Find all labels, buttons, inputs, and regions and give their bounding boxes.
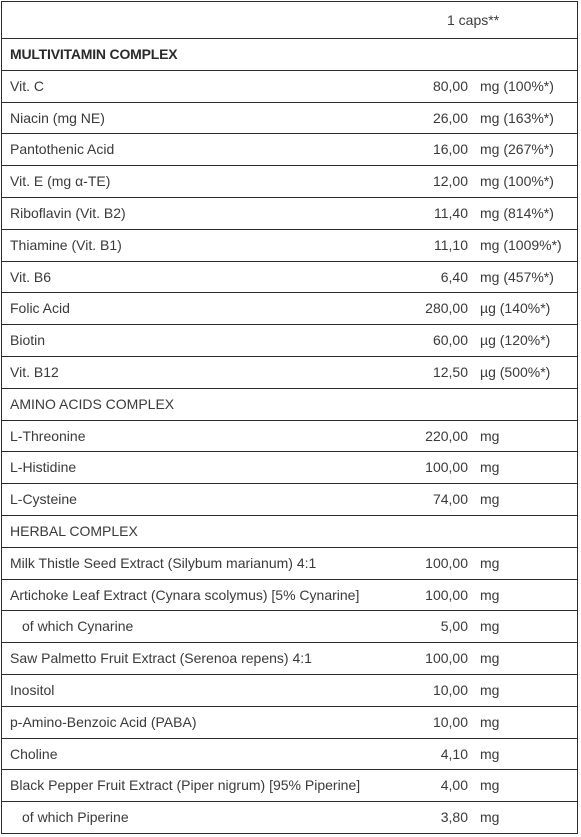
ingredient-amount: 5,00 xyxy=(440,618,468,635)
ingredient-amount: 6,40 xyxy=(440,268,468,285)
table-row xyxy=(2,133,577,165)
ingredient-amount: 26,00 xyxy=(432,109,468,126)
ingredient-amount: 100,00 xyxy=(425,586,468,603)
ingredient-unit: mg (163%*) xyxy=(480,109,554,126)
table-header-row xyxy=(2,2,577,38)
table-row xyxy=(2,420,577,452)
section-row-herbal xyxy=(2,515,577,547)
ingredient-amount: 80,00 xyxy=(432,77,468,94)
nutrition-table xyxy=(1,1,578,834)
ingredient-name: Black Pepper Fruit Extract (Piper nigrum) [95% Piperine] xyxy=(10,777,361,794)
table-row xyxy=(2,769,577,801)
ingredient-name: p-Amino-Benzoic Acid (PABA) xyxy=(10,713,197,730)
section-title: HERBAL COMPLEX xyxy=(10,522,138,539)
ingredient-amount: 4,00 xyxy=(440,777,468,794)
table-row xyxy=(2,483,577,515)
ingredient-unit: mg xyxy=(480,554,500,571)
ingredient-name: Pantothenic Acid xyxy=(10,141,115,158)
ingredient-amount: 10,00 xyxy=(432,681,468,698)
ingredient-name: Niacin (mg NE) xyxy=(10,109,105,126)
serving-size-label: 1 caps** xyxy=(447,12,500,28)
ingredient-name: Vit. B6 xyxy=(10,268,51,285)
ingredient-name: Vit. C xyxy=(10,77,44,94)
ingredient-name: of which Piperine xyxy=(22,809,129,826)
ingredient-name: L-Threonine xyxy=(10,427,86,444)
ingredient-unit: mg xyxy=(480,713,500,730)
table-row xyxy=(2,102,577,134)
table-row xyxy=(2,70,577,102)
ingredient-name: Saw Palmetto Fruit Extract (Serenoa repens) 4:1 xyxy=(10,650,312,667)
ingredient-name: of which Cynarine xyxy=(22,618,134,635)
table-row xyxy=(2,801,577,833)
ingredient-unit: mg xyxy=(480,586,500,603)
ingredient-unit: mg xyxy=(480,427,500,444)
ingredient-name: Biotin xyxy=(10,332,46,349)
table-row xyxy=(2,356,577,388)
ingredient-amount: 100,00 xyxy=(425,459,468,476)
ingredient-amount: 11,40 xyxy=(434,204,468,221)
ingredient-unit: µg (500%*) xyxy=(480,363,551,380)
ingredient-amount: 280,00 xyxy=(425,300,468,317)
ingredient-unit: mg (100%*) xyxy=(480,173,554,190)
ingredient-unit: mg xyxy=(480,809,500,826)
ingredient-unit: µg (140%*) xyxy=(480,300,551,317)
table-row xyxy=(2,738,577,770)
ingredient-name: Inositol xyxy=(10,681,55,698)
ingredient-name: L-Histidine xyxy=(10,459,77,476)
table-row xyxy=(2,674,577,706)
table-row xyxy=(2,642,577,674)
ingredient-name: Milk Thistle Seed Extract (Silybum marianum) 4:1 xyxy=(10,554,317,571)
ingredient-amount: 3,80 xyxy=(440,809,468,826)
ingredient-amount: 12,50 xyxy=(432,363,468,380)
ingredient-amount: 4,10 xyxy=(440,745,468,762)
ingredient-unit: mg (457%*) xyxy=(480,268,554,285)
table-row xyxy=(2,229,577,261)
ingredient-name: Vit. E (mg α-TE) xyxy=(10,173,111,190)
table-row xyxy=(2,706,577,738)
ingredient-amount: 220,00 xyxy=(425,427,468,444)
table-row xyxy=(2,579,577,611)
section-title: MULTIVITAMIN COMPLEX xyxy=(10,46,178,62)
ingredient-unit: mg xyxy=(480,650,500,667)
ingredient-name: Thiamine (Vit. B1) xyxy=(10,236,122,253)
ingredient-name: Choline xyxy=(10,745,58,762)
ingredient-amount: 74,00 xyxy=(432,491,468,508)
ingredient-amount: 12,00 xyxy=(432,173,468,190)
table-row xyxy=(2,261,577,293)
table-row xyxy=(2,324,577,356)
ingredient-unit: mg (814%*) xyxy=(480,204,554,221)
table-row xyxy=(2,197,577,229)
table-row xyxy=(2,451,577,483)
ingredient-amount: 100,00 xyxy=(425,650,468,667)
table-row xyxy=(2,547,577,579)
ingredient-unit: mg (1009%*) xyxy=(480,236,562,253)
table-row xyxy=(2,165,577,197)
ingredient-unit: mg (267%*) xyxy=(480,141,554,158)
ingredient-unit: mg xyxy=(480,777,500,794)
ingredient-amount: 100,00 xyxy=(425,554,468,571)
table-row xyxy=(2,610,577,642)
table-row xyxy=(2,292,577,324)
ingredient-name: Folic Acid xyxy=(10,300,70,317)
ingredient-unit: mg xyxy=(480,681,500,698)
ingredient-amount: 10,00 xyxy=(432,713,468,730)
ingredient-unit: mg xyxy=(480,459,500,476)
ingredient-unit: mg xyxy=(480,745,500,762)
ingredient-unit: mg (100%*) xyxy=(480,77,554,94)
ingredient-name: Riboflavin (Vit. B2) xyxy=(10,204,126,221)
ingredient-name: L-Cysteine xyxy=(10,491,77,508)
ingredient-unit: mg xyxy=(480,491,500,508)
ingredient-name: Artichoke Leaf Extract (Cynara scolymus) [5% Cynarine] xyxy=(10,586,360,603)
section-row-multivitamin xyxy=(2,38,577,70)
ingredient-amount: 16,00 xyxy=(432,141,468,158)
ingredient-amount: 60,00 xyxy=(432,332,468,349)
ingredient-name: Vit. B12 xyxy=(10,363,59,380)
section-row-amino-acids xyxy=(2,388,577,420)
section-title: AMINO ACIDS COMPLEX xyxy=(10,395,175,412)
ingredient-unit: mg xyxy=(480,618,500,635)
ingredient-unit: µg (120%*) xyxy=(480,332,551,349)
ingredient-amount: 11,10 xyxy=(434,236,468,253)
